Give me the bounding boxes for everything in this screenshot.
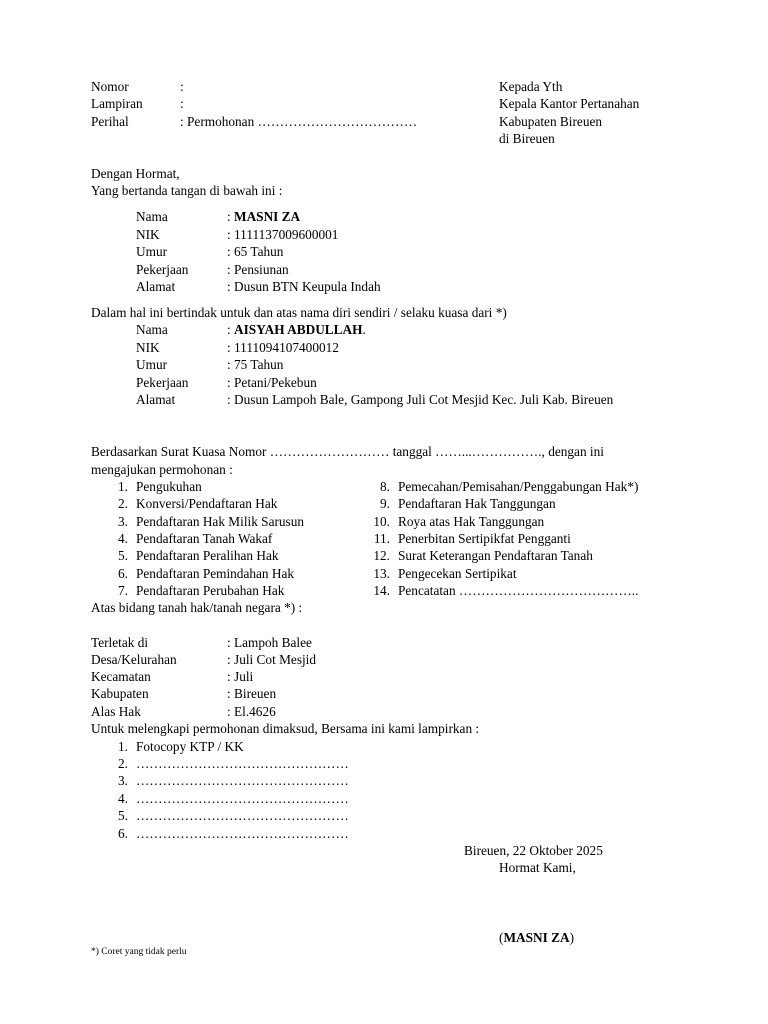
land-kecamatan-label: Kecamatan — [91, 669, 151, 684]
recipient-line: Kepada Yth — [499, 79, 563, 94]
applicant-alamat-label: Alamat — [136, 279, 176, 294]
attachment-item: 4. ………………………………………… — [118, 791, 349, 806]
land-alas-label: Alas Hak — [91, 704, 141, 719]
service-item: 1. Pengukuhan — [118, 479, 202, 494]
attachment-item: 3. ………………………………………… — [118, 773, 349, 788]
land-letak: : Lampoh Balee — [227, 635, 312, 650]
applicant-alamat: : Dusun BTN Keupula Indah — [227, 279, 381, 294]
land-kabupaten: : Bireuen — [227, 686, 277, 701]
attachment-item: 1. Fotocopy KTP / KK — [118, 739, 244, 754]
land-desa-label: Desa/Kelurahan — [91, 652, 177, 667]
principal-pekerjaan: : Petani/Pekebun — [227, 375, 317, 390]
service-item: 6. Pendaftaran Pemindahan Hak — [118, 566, 295, 581]
service-item: 13. Pengecekan Sertipikat — [373, 566, 517, 581]
applicant-umur: : 65 Tahun — [227, 244, 284, 259]
signature-name: (MASNI ZA) — [499, 930, 574, 945]
representation-text: Dalam hal ini bertindak untuk dan atas nama diri sendiri / selaku kuasa dari *) — [91, 305, 507, 320]
service-item: 11. Penerbitan Sertipikfat Pengganti — [373, 531, 571, 546]
perihal-label: Perihal — [91, 114, 129, 129]
service-item: 7. Pendaftaran Perubahan Hak — [118, 583, 285, 598]
service-item: 2. Konversi/Pendaftaran Hak — [118, 496, 278, 511]
principal-alamat-label: Alamat — [136, 392, 176, 407]
service-item: 9. Pendaftaran Hak Tanggungan — [380, 496, 556, 511]
applicant-nik-label: NIK — [136, 227, 160, 242]
applicant-name: : MASNI ZA — [227, 209, 301, 224]
lampiran-label: Lampiran — [91, 96, 143, 111]
applicant-name-label: Nama — [136, 209, 168, 224]
principal-nik-label: NIK — [136, 340, 160, 355]
attachment-item: 5. ………………………………………… — [118, 808, 349, 823]
applicant-nik: : 1111137009600001 — [227, 227, 339, 242]
basis-line: mengajukan permohonan : — [91, 462, 233, 477]
service-item: 12. Surat Keterangan Pendaftaran Tanah — [373, 548, 593, 563]
principal-name-label: Nama — [136, 322, 168, 337]
land-kecamatan: : Juli — [227, 669, 254, 684]
service-item: 3. Pendaftaran Hak Milik Sarusun — [118, 514, 305, 529]
greeting: Dengan Hormat, — [91, 166, 180, 181]
recipient-line: di Bireuen — [499, 131, 555, 146]
land-letak-label: Terletak di — [91, 635, 149, 650]
principal-alamat: : Dusun Lampoh Bale, Gampong Juli Cot Mesjid Kec. Juli Kab. Bireuen — [227, 392, 614, 407]
attachment-item: 6. ………………………………………… — [118, 826, 349, 841]
principal-umur: : 75 Tahun — [227, 357, 284, 372]
recipient-line: Kepala Kantor Pertanahan — [499, 96, 640, 111]
service-item: 10. Roya atas Hak Tanggungan — [373, 514, 545, 529]
service-item: 5. Pendaftaran Peralihan Hak — [118, 548, 279, 563]
attachment-item: 2. ………………………………………… — [118, 756, 349, 771]
service-item: 4. Pendaftaran Tanah Wakaf — [118, 531, 273, 546]
footnote: *) Coret yang tidak perlu — [91, 947, 187, 957]
nomor-colon: : — [180, 79, 184, 94]
principal-umur-label: Umur — [136, 357, 168, 372]
service-item: 14. Pencatatan ………………………………….. — [373, 583, 639, 598]
principal-pekerjaan-label: Pekerjaan — [136, 375, 189, 390]
attach-intro: Untuk melengkapi permohonan dimaksud, Bersama ini kami lampirkan : — [91, 721, 480, 736]
land-kabupaten-label: Kabupaten — [91, 686, 149, 701]
applicant-umur-label: Umur — [136, 244, 168, 259]
principal-nik: : 1111094107400012 — [227, 340, 339, 355]
land-desa: : Juli Cot Mesjid — [227, 652, 317, 667]
service-item: 8. Pemecahan/Pemisahan/Penggabungan Hak*) — [380, 479, 639, 494]
intro: Yang bertanda tangan di bawah ini : — [91, 183, 283, 198]
recipient-line: Kabupaten Bireuen — [499, 114, 603, 129]
land-alas: : El.4626 — [227, 704, 276, 719]
perihal-value: : Permohonan ……………………………… — [180, 114, 418, 129]
applicant-pekerjaan-label: Pekerjaan — [136, 262, 189, 277]
land-intro: Atas bidang tanah hak/tanah negara *) : — [91, 600, 303, 615]
regards: Hormat Kami, — [499, 860, 576, 875]
principal-name: : AISYAH ABDULLAH. — [227, 322, 366, 337]
basis-line: Berdasarkan Surat Kuasa Nomor ……………………… tanggal ……...……………., dengan ini — [91, 444, 604, 459]
place-date: Bireuen, 22 Oktober 2025 — [464, 843, 603, 858]
applicant-pekerjaan: : Pensiunan — [227, 262, 289, 277]
lampiran-colon: : — [180, 96, 184, 111]
nomor-label: Nomor — [91, 79, 129, 94]
